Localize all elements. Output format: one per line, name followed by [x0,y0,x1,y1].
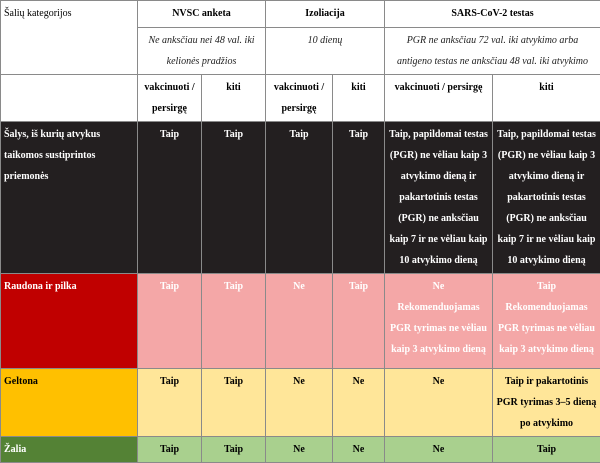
row-label-green: Žalia [1,437,138,463]
cell: Taip Rekomenduojamas PGR tyrimas ne vėliau kaip 3 atvykimo dieną [493,274,600,369]
cell: Taip [202,122,266,274]
cell: Taip [138,437,202,463]
cell: Ne Rekomenduojamas PGR tyrimas ne vėliau kaip 3 atvykimo dieną [385,274,493,369]
cell: Taip [266,122,333,274]
row-label-yellow: Geltona [1,369,138,437]
table-row [1,274,600,369]
table-row [1,369,600,437]
cell: Taip [333,274,385,369]
header-nvsc: NVSC anketa [138,1,266,28]
cell: Taip [202,369,266,437]
header-category: Šalių kategorijos [1,1,138,75]
note-sars: PGR ne anksčiau 72 val. iki atvykimo arba antigeno testas ne anksčiau 48 val. iki atvykimo [385,28,600,75]
cell: Taip, papildomai testas (PGR) ne vėliau kaip 3 atvykimo dieną ir pakartotinis testas (PGR) ne anksčiau kaip 7 ir ne vėliau kaip 10 atvykimo dieną [385,122,493,274]
subheader-nvsc-vac: vakcinuoti / persirgę [138,75,202,122]
header-sars: SARS-CoV-2 testas [385,1,600,28]
cell: Ne [333,369,385,437]
cell: Ne [385,437,493,463]
note-izoliacija: 10 dienų [266,28,385,75]
table-row [1,437,600,463]
cell: Taip [138,369,202,437]
cell: Taip [138,122,202,274]
cell: Taip ir pakartotinis PGR tyrimas 3–5 dieną po atvykimo [493,369,600,437]
cell: Taip [138,274,202,369]
cell: Ne [266,369,333,437]
table-row [1,122,600,274]
header-izoliacija: Izoliacija [266,1,385,28]
subheader-sars-vac: vakcinuoti / persirgę [385,75,493,122]
subheader-nvsc-kiti: kiti [202,75,266,122]
cell: Taip, papildomai testas (PGR) ne vėliau kaip 3 atvykimo dieną ir pakartotinis testas (PGR) ne anksčiau kaip 7 ir ne vėliau kaip 10 atvykimo dieną [493,122,600,274]
cell: Ne [266,274,333,369]
cell: Taip [333,122,385,274]
subheader-izol-vac: vakcinuoti / persirgę [266,75,333,122]
cell: Taip [202,274,266,369]
cell: Taip [202,437,266,463]
cell: Taip [493,437,600,463]
cell: Ne [266,437,333,463]
cell: Ne [333,437,385,463]
row-label-reinforced: Šalys, iš kurių atvykus taikomos sustiprintos priemonės [1,122,138,274]
cell: Ne [385,369,493,437]
empty-subheader [1,75,138,122]
subheader-izol-kiti: kiti [333,75,385,122]
note-nvsc: Ne anksčiau nei 48 val. iki kelionės pradžios [138,28,266,75]
row-label-red-grey: Raudona ir pilka [1,274,138,369]
subheader-sars-kiti: kiti [493,75,600,122]
